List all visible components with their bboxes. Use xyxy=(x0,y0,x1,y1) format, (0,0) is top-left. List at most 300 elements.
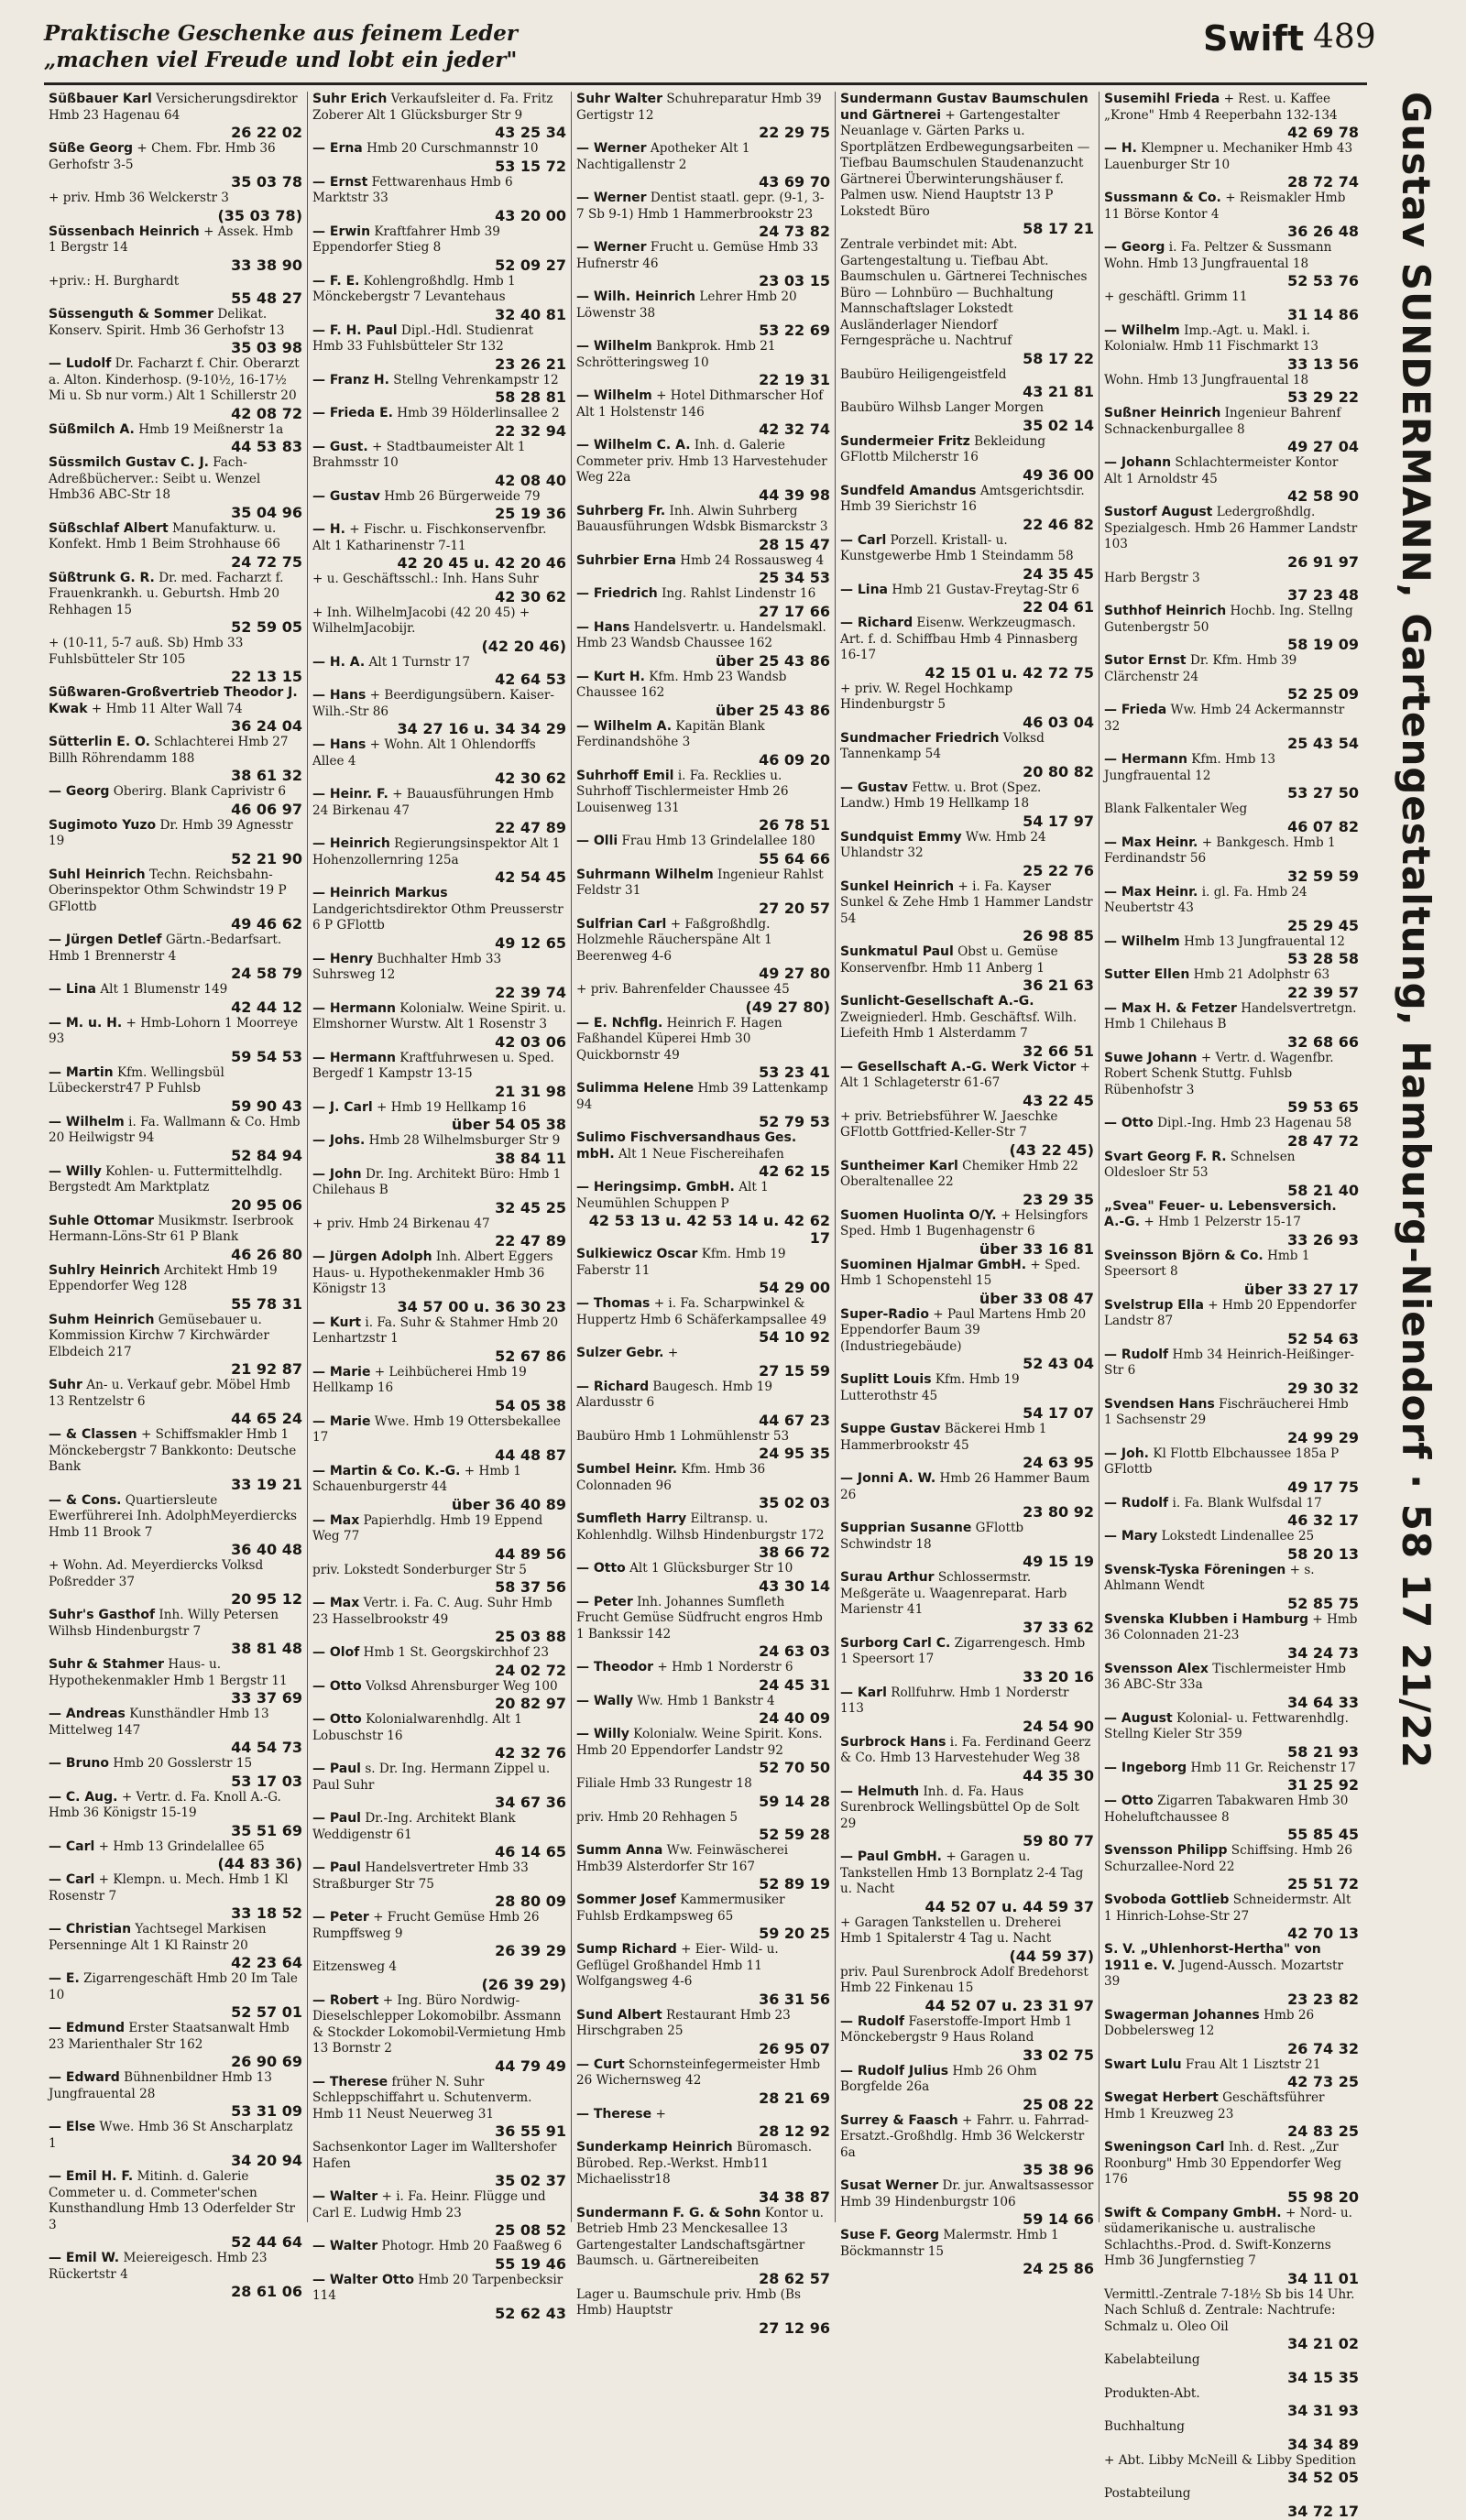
entry-phone-number: 20 95 12 xyxy=(231,1590,302,1608)
entry-detail: Buchhaltung xyxy=(1104,2419,1185,2434)
entry-name: — August xyxy=(1104,1710,1173,1726)
entry-phone-number: 42 53 13 u. 42 53 14 u. 42 62 17 xyxy=(588,1212,830,1247)
entry-name: — Therese xyxy=(576,2106,652,2122)
entry-name: Suhr Erich xyxy=(312,92,388,106)
entry-detail: Hmb 1 Speersort 8 xyxy=(1104,1248,1310,1279)
entry-detail: Inh. Johannes Sumfleth Frucht Gemüse Südfrucht engros Hmb 1 Bankssir 142 xyxy=(576,1594,823,1642)
directory-entry xyxy=(49,2251,302,2300)
entry-name: Sutter Ellen xyxy=(1104,967,1190,982)
directory-entry xyxy=(576,1296,830,1346)
directory-entry xyxy=(840,944,1094,994)
entry-detail: + Sped. Hmb 1 Schopenstehl 15 xyxy=(840,1257,1081,1288)
entry-detail: + priv. Betriebsführer W. Jaeschke GFlottb Gottfried-Keller-Str 7 xyxy=(840,1108,1058,1140)
entry-name: — Max Heinr. xyxy=(1104,884,1198,900)
entry-phone-number: 42 73 25 xyxy=(1287,2073,1359,2090)
entry-name: Sveinsson Björn & Co. xyxy=(1104,1248,1264,1263)
directory-column xyxy=(572,92,836,2337)
entry-name: Suominen Hjalmar GmbH. xyxy=(840,1257,1027,1272)
directory-entry xyxy=(312,323,566,373)
entry-detail: Alt 1 Turnstr 17 xyxy=(368,654,471,670)
entry-phone-number: 22 04 61 xyxy=(1023,598,1094,616)
entry-phone-number: 28 80 09 xyxy=(495,1893,566,1910)
entry-detail: + Inh. WilhelmJacobi (42 20 45) + WilhelmJacobijr. xyxy=(312,605,531,636)
entry-detail: Ww. Hmb 1 Bankstr 4 xyxy=(637,1693,775,1708)
directory-entry xyxy=(840,2014,1094,2064)
entry-phone-number: (49 27 80) xyxy=(745,998,830,1016)
entry-detail: Gärtn.-Bedarfsart. Hmb 1 Brennerstr 4 xyxy=(49,933,282,964)
entry-phone-number: 23 29 35 xyxy=(1023,1190,1094,1208)
entry-detail: Kfm. Hmb 23 Wandsb Chaussee 162 xyxy=(576,669,787,700)
entry-name: — Frieda xyxy=(1104,703,1167,717)
entry-phone-number: 38 81 48 xyxy=(231,1640,302,1657)
entry-phone-number: 24 73 82 xyxy=(759,223,830,240)
entry-phone-number: 20 82 97 xyxy=(495,1695,566,1712)
entry-phone-number: 52 21 90 xyxy=(231,849,302,867)
entry-phone-number: 20 80 82 xyxy=(1023,762,1094,780)
entry-name: Svenska Klubben i Hamburg xyxy=(1104,1611,1308,1627)
directory-entry xyxy=(49,1313,302,1379)
entry-phone-number: 24 63 03 xyxy=(759,1642,830,1660)
entry-phone-number: 36 24 04 xyxy=(231,717,302,735)
entry-phone-number: 43 69 70 xyxy=(759,173,830,191)
entry-name: Suhr & Stahmer xyxy=(49,1657,165,1672)
entry-phone-number: 58 37 56 xyxy=(495,1578,566,1596)
directory-entry xyxy=(1104,191,1359,240)
entry-phone-number: 33 02 75 xyxy=(1023,2045,1094,2064)
entry-detail: Zigarren Tabakwaren Hmb 30 Hoheluftchaussee 8 xyxy=(1104,1794,1349,1825)
entry-name: — J. Carl xyxy=(312,1099,373,1115)
directory-entry xyxy=(49,2021,302,2070)
entry-detail: Büromasch. Bürobed. Rep.-Werkst. Hmb11 Michaelisstr18 xyxy=(576,2140,813,2187)
entry-phone-number: 54 17 97 xyxy=(1023,812,1094,830)
directory-entry xyxy=(312,1712,566,1762)
entry-name: — Johs. xyxy=(312,1133,366,1148)
directory-entry xyxy=(49,2169,302,2251)
entry-phone-number: 22 39 74 xyxy=(495,983,566,1001)
directory-entry xyxy=(1104,967,1359,1001)
entry-detail: + Beerdigungsübern. Kaiser-Wilh.-Str 86 xyxy=(312,688,555,719)
entry-name: — Walter xyxy=(312,2239,378,2253)
entry-detail: Hmb 1 St. Georgskirchhof 23 xyxy=(363,1645,550,1660)
entry-phone-number: 24 63 95 xyxy=(1023,1454,1094,1471)
directory-entry xyxy=(49,224,302,274)
entry-detail: An- u. Verkauf gebr. Möbel Hmb 13 Rentzelstr 6 xyxy=(49,1378,290,1409)
entry-phone-number: 52 59 28 xyxy=(759,1826,830,1843)
entry-name: — Otto xyxy=(576,1561,626,1576)
entry-phone-number: 53 23 41 xyxy=(759,1064,830,1081)
entry-detail: + Hmb 1 Norderstr 6 xyxy=(657,1660,793,1675)
entry-name: — Gesellschaft A.-G. Werk Victor xyxy=(840,1059,1077,1075)
directory-entry xyxy=(1104,240,1359,289)
entry-phone-number: 24 35 45 xyxy=(1023,564,1094,583)
entry-name: Suse F. Georg xyxy=(840,2228,939,2242)
entry-phone-number: 34 57 00 u. 36 30 23 xyxy=(397,1297,566,1315)
entry-phone-number: 24 02 72 xyxy=(495,1661,566,1679)
entry-detail: Dr. Hmb 39 Agnesstr 19 xyxy=(49,817,293,848)
entry-phone-number: 37 23 48 xyxy=(1287,586,1359,604)
directory-entry xyxy=(576,1180,830,1247)
directory-entry xyxy=(1104,1942,1359,2008)
entry-phone-number: 32 66 51 xyxy=(1023,1042,1094,1060)
entry-detail: Kfm. Wellingsbül Lübeckerstr47 P Fuhlsb xyxy=(49,1064,224,1096)
directory-entry xyxy=(576,1810,830,1844)
entry-detail: Ww. Hmb 24 Ackermannstr 32 xyxy=(1104,703,1345,734)
entry-name: Sundfeld Amandus xyxy=(840,483,977,498)
entry-detail: Schneidermstr. Alt 1 Hinrich-Lohse-Str 27 xyxy=(1104,1893,1351,1924)
entry-phone-number: 42 70 13 xyxy=(1287,1925,1359,1942)
entry-detail: Hmb 39 Lattenkamp 94 xyxy=(576,1081,828,1112)
entry-phone-number: 24 45 31 xyxy=(759,1675,830,1694)
entry-detail: Oberirg. Blank Caprivistr 6 xyxy=(113,784,287,799)
entry-phone-number: 52 85 75 xyxy=(1287,1594,1359,1612)
directory-entry xyxy=(312,2075,566,2141)
entry-name: Sunkel Heinrich xyxy=(840,878,955,894)
entry-name: Sundquist Emmy xyxy=(840,829,962,845)
entry-detail: + Wohn. Alt 1 Ohlendorffs Allee 4 xyxy=(312,737,536,769)
entry-phone-number: (26 39 29) xyxy=(481,1975,566,1993)
directory-entry xyxy=(312,224,566,274)
entry-phone-number: 42 15 01 u. 42 72 75 xyxy=(924,663,1094,682)
directory-entry xyxy=(576,553,830,587)
entry-detail: + Schiffsmakler Hmb 1 Mönckebergstr 7 Bankkonto: Deutsche Bank xyxy=(49,1427,297,1474)
directory-entry xyxy=(312,1133,566,1167)
directory-entry xyxy=(1104,1249,1359,1298)
entry-detail: priv. Lokstedt Sonderburger Str 5 xyxy=(312,1562,527,1577)
directory-entry xyxy=(49,1657,302,1707)
entry-detail: Stellng Vehrenkampstr 12 xyxy=(393,372,559,387)
directory-entry xyxy=(312,787,566,836)
directory-entry xyxy=(576,1893,830,1942)
entry-detail: + Garagen Tankstellen u. Dreherei Hmb 1 Spitalerstr 4 Tag u. Nacht xyxy=(840,1915,1062,1946)
entry-name: Suhrmann Wilhelm xyxy=(576,867,714,882)
entry-name: — Otto xyxy=(1104,1116,1154,1130)
entry-phone-number: 44 39 98 xyxy=(759,485,830,504)
directory-entry xyxy=(1104,1711,1359,1761)
entry-detail: + priv. Hmb 24 Birkenau 47 xyxy=(312,1216,490,1231)
directory-entry xyxy=(1104,323,1359,373)
entry-detail: Delikat. Konserv. Spirit. Hmb 36 Gerhofstr 13 xyxy=(49,307,285,338)
entry-detail: + Helsingfors Sped. Hmb 1 Bugenhagenstr 6 xyxy=(840,1207,1089,1238)
entry-name: Suomen Huolinta O/Y. xyxy=(840,1207,997,1223)
entry-phone-number: 35 38 96 xyxy=(1023,2161,1094,2178)
entry-name: Swagerman Johannes xyxy=(1104,2007,1260,2023)
directory-entry xyxy=(1104,1496,1359,1530)
entry-name: Susemihl Frieda xyxy=(1104,92,1220,106)
entry-phone-number: 58 17 21 xyxy=(1023,220,1094,237)
entry-detail: s. Dr. Ing. Hermann Zippel u. Paul Suhr xyxy=(312,1762,551,1793)
entry-detail: + Alt 1 Schlageterstr 61-67 xyxy=(840,1059,1091,1090)
directory-entry xyxy=(1104,1794,1359,1843)
directory-entry xyxy=(576,1694,830,1728)
entry-name: Svensk-Tyska Föreningen xyxy=(1104,1562,1286,1577)
directory-entry xyxy=(312,2273,566,2322)
entry-name: Sommer Josef xyxy=(576,1893,676,1907)
entry-phone-number: 53 28 58 xyxy=(1287,950,1359,967)
entry-phone-number: 38 61 32 xyxy=(231,767,302,784)
entry-name: — Erna xyxy=(312,141,363,156)
entry-phone-number: 58 28 81 xyxy=(495,388,566,406)
entry-detail: Filiale Hmb 33 Rungestr 18 xyxy=(576,1776,752,1791)
entry-phone-number: 26 22 02 xyxy=(231,124,302,141)
directory-entry xyxy=(1104,571,1359,605)
directory-column xyxy=(1100,92,1363,2520)
entry-detail: Kraftfuhrwesen u. Sped. Bergedf 1 Kampstr 13-15 xyxy=(312,1050,554,1081)
entry-phone-number: 34 20 94 xyxy=(231,2152,302,2169)
entry-detail: Baugesch. Hmb 19 Alardusstr 6 xyxy=(576,1379,773,1410)
entry-detail: Handelsvertretgn. Hmb 1 Chilehaus B xyxy=(1104,1000,1357,1031)
slogan-line-1: Praktische Geschenke aus feinem Leder xyxy=(44,21,518,46)
entry-name: Suhrhoff Emil xyxy=(576,768,674,783)
entry-phone-number: 52 53 76 xyxy=(1287,272,1359,289)
entry-detail: Ww. Feinwäscherei Hmb39 Alsterdorfer Str 167 xyxy=(576,1843,789,1874)
entry-phone-number: 42 54 45 xyxy=(495,868,566,886)
entry-name: — Wilhelm xyxy=(49,1114,125,1129)
entry-phone-number: 36 26 48 xyxy=(1287,223,1359,240)
entry-phone-number: über 33 27 17 xyxy=(1243,1280,1359,1298)
directory-entry xyxy=(49,636,302,685)
entry-detail: Versicherungsdirektor Hmb 23 Hagenau 64 xyxy=(49,92,298,123)
entry-detail: Lokstedt Lindenallee 25 xyxy=(1161,1529,1315,1544)
entry-detail: + Nord- u. südamerikanische u. australische Schlachths.-Prod. d. Swift-Konzerns Hmb 36 Jungfernstieg 7 xyxy=(1104,2205,1352,2268)
entry-phone-number: 44 67 23 xyxy=(759,1411,830,1429)
entry-name: — Peter xyxy=(576,1594,633,1609)
entry-detail: früher N. Suhr Schleppschiffahrt u. Schutenverm. Hmb 11 Neust Neuerweg 31 xyxy=(312,2074,532,2122)
directory-entry xyxy=(576,1511,830,1561)
directory-entry xyxy=(576,2206,830,2287)
entry-name: Sumfleth Harry xyxy=(576,1511,687,1526)
entry-name: Sustorf August xyxy=(1104,505,1213,519)
directory-entry xyxy=(576,620,830,670)
entry-phone-number: 32 45 25 xyxy=(495,1198,566,1216)
entry-name: Sunderkamp Heinrich xyxy=(576,2140,733,2155)
entry-phone-number: 28 12 92 xyxy=(759,2122,830,2140)
directory-entry xyxy=(576,1561,830,1595)
entry-phone-number: 21 31 98 xyxy=(495,1082,566,1100)
directory-entry xyxy=(576,1380,830,1429)
entry-name: Suhrberg Fr. xyxy=(576,503,666,518)
entry-detail: Ingenieur Bahrenf Schnackenburgallee 8 xyxy=(1104,406,1341,437)
entry-name: — Rudolf xyxy=(840,2013,905,2029)
entry-name: — Werner xyxy=(576,240,647,255)
directory-entry xyxy=(1104,2140,1359,2206)
directory-entry xyxy=(312,836,566,886)
entry-name: — Carl xyxy=(49,1872,95,1887)
directory-entry xyxy=(1104,802,1359,835)
entry-phone-number: 31 14 86 xyxy=(1287,305,1359,323)
entry-name: — E. Nchflg. xyxy=(576,1015,663,1031)
entry-name: — Max H. & Fetzer xyxy=(1104,1000,1237,1016)
directory-entry xyxy=(49,356,302,422)
directory-entry xyxy=(576,1081,830,1130)
entry-phone-number: 22 19 31 xyxy=(759,371,830,388)
entry-name: Surborg Carl C. xyxy=(840,1635,951,1651)
entry-name: — Olof xyxy=(312,1645,360,1660)
entry-phone-number: 28 61 06 xyxy=(231,2283,302,2300)
entry-detail: Kohlen- u. Futtermittelhdlg. Bergstedt Am Marktplatz xyxy=(49,1163,283,1195)
entry-detail: Kolonialw. Weine Spirit. u. Elmshorner Wurstw. Alt 1 Rosenstr 3 xyxy=(312,1000,566,1031)
directory-entry xyxy=(576,2008,830,2057)
entry-phone-number: 44 52 07 u. 44 59 37 xyxy=(924,1897,1094,1915)
entry-phone-number: 52 62 43 xyxy=(495,2304,566,2322)
entry-detail: + Hotel Dithmarscher Hof Alt 1 Holstenstr 146 xyxy=(576,388,824,420)
entry-detail: + Hmb 11 Alter Wall 74 xyxy=(91,701,243,716)
directory-entry xyxy=(576,1346,830,1380)
entry-detail: Kapitän Blank Ferdinandshöhe 3 xyxy=(576,718,765,749)
entry-name: — Hermann xyxy=(312,1050,396,1065)
entry-detail: Alt 1 Blumenstr 149 xyxy=(100,982,228,997)
entry-detail: + Gartengestalter Neuanlage v. Gärten Parks u. Sportplätzen Erdbewegungsarbeiten — Tiefbau Baumschulen Staudenanzucht Gärtnerei Überwinterungshäuser f. Palmen usw. Niend Hauptstr 13 P Lokstedt Büro xyxy=(840,107,1090,219)
directory-entry xyxy=(1104,2386,1359,2420)
entry-name: — Christian xyxy=(49,1922,132,1936)
directory-entry xyxy=(1104,92,1359,141)
entry-detail: Alt 1 Glücksburger Str 10 xyxy=(629,1561,793,1576)
directory-entry xyxy=(840,583,1094,616)
directory-entry xyxy=(840,1422,1094,1471)
entry-detail: Hmb 26 Hammer Baum 26 xyxy=(840,1471,1090,1502)
entry-detail: + Assek. Hmb 1 Bergstr 14 xyxy=(49,224,293,255)
directory-entry xyxy=(49,92,302,141)
entry-name: — Edward xyxy=(49,2070,120,2085)
directory-entry xyxy=(49,274,302,308)
directory-entry xyxy=(1104,752,1359,802)
directory-entry xyxy=(312,572,566,605)
entry-phone-number: (42 20 46) xyxy=(481,637,566,655)
entry-phone-number: 26 90 69 xyxy=(231,2053,302,2070)
directory-entry xyxy=(312,1811,566,1860)
entry-name: — Henry xyxy=(312,951,374,966)
entry-phone-number: 26 78 51 xyxy=(759,816,830,834)
entry-name: — Kurt xyxy=(312,1315,362,1330)
entry-detail: Manufakturw. u. Konfekt. Hmb 1 Beim Strohhause 66 xyxy=(49,520,280,551)
entry-name: — Max Heinr. xyxy=(1104,835,1198,850)
entry-detail: + priv. Bahrenfelder Chaussee 45 xyxy=(576,982,790,997)
directory-entry xyxy=(840,1849,1094,1915)
entry-phone-number: 42 30 62 xyxy=(495,587,566,605)
entry-detail: Buchhalter Hmb 33 Suhrsweg 12 xyxy=(312,951,502,982)
entry-phone-number: 55 64 66 xyxy=(759,849,830,867)
entry-phone-number: 33 19 21 xyxy=(231,1475,302,1493)
entry-detail: Fettw. u. Brot (Spez. Landw.) Hmb 19 Hellkamp 18 xyxy=(840,780,1042,811)
entry-name: Süßtrunk G. R. xyxy=(49,570,155,585)
directory-entry xyxy=(312,1993,566,2075)
directory-entry xyxy=(49,1016,302,1065)
directory-entry xyxy=(840,1521,1094,1570)
entry-name: Sulzer Gebr. xyxy=(576,1346,664,1360)
entry-name: Sulkiewicz Oscar xyxy=(576,1247,698,1261)
directory-entry xyxy=(576,438,830,504)
directory-entry xyxy=(1104,1563,1359,1612)
entry-phone-number: über 33 08 47 xyxy=(979,1289,1094,1307)
entry-phone-number: 58 20 13 xyxy=(1287,1544,1359,1563)
entry-name: — C. Aug. xyxy=(49,1789,118,1805)
entry-phone-number: 35 02 03 xyxy=(759,1494,830,1511)
entry-phone-number: 43 22 45 xyxy=(1023,1091,1094,1109)
entry-phone-number: 53 17 03 xyxy=(231,1772,302,1790)
entry-detail: Wwe. Hmb 19 Ottersbekallee 17 xyxy=(312,1413,561,1445)
entry-phone-number: 55 98 20 xyxy=(1287,2187,1359,2206)
entry-phone-number: 55 48 27 xyxy=(231,289,302,307)
entry-detail: + geschäftl. Grimm 11 xyxy=(1104,289,1248,304)
directory-entry xyxy=(312,1249,566,1315)
entry-name: — Johann xyxy=(1104,455,1172,470)
entry-phone-number: 44 53 83 xyxy=(231,438,302,455)
entry-phone-number: 59 80 77 xyxy=(1023,1832,1094,1849)
directory-entry xyxy=(840,879,1094,945)
entry-phone-number: 59 20 25 xyxy=(759,1925,830,1942)
entry-detail: Schiffsing. Hmb 26 Schurzallee-Nord 22 xyxy=(1104,1843,1352,1874)
entry-phone-number: 44 79 49 xyxy=(495,2056,566,2075)
entry-name: Svoboda Gottlieb xyxy=(1104,1893,1230,1907)
entry-detail: Jugend-Aussch. Mozartstr 39 xyxy=(1104,1958,1344,1989)
entry-phone-number: 53 22 69 xyxy=(759,322,830,339)
entry-name: — Paul GmbH. xyxy=(840,1849,942,1864)
entry-name: — Wilhelm C. A. xyxy=(576,438,691,453)
entry-name: Süßbauer Karl xyxy=(49,92,152,106)
entry-name: — Wilh. Heinrich xyxy=(576,289,696,304)
entry-detail: Zweigniederl. Hmb. Geschäftsf. Wilh. Liefeith Hmb 1 Alsterdamm 7 xyxy=(840,1009,1078,1041)
entry-detail: + Wohn. Ad. Meyerdiercks Volksd Poßredder 37 xyxy=(49,1558,264,1589)
entry-name: — Friedrich xyxy=(576,586,658,601)
entry-detail: + Bankgesch. Hmb 1 Ferdinandstr 56 xyxy=(1104,835,1336,866)
directory-entry xyxy=(312,1959,566,1993)
entry-phone-number: 26 98 85 xyxy=(1023,927,1094,944)
directory-entry xyxy=(1104,1529,1359,1563)
entry-detail: + Hmb-Lohorn 1 Moorreye 93 xyxy=(49,1015,299,1046)
entry-phone-number: 22 32 94 xyxy=(495,421,566,440)
directory-entry xyxy=(1104,1662,1359,1711)
entry-detail: Dr.-Ing. Architekt Blank Weddigenstr 61 xyxy=(312,1811,516,1842)
entry-phone-number: 34 67 36 xyxy=(495,1794,566,1811)
entry-detail: Kl Flottb Elbchaussee 185a P GFlottb xyxy=(1104,1445,1340,1477)
entry-phone-number: 49 36 00 xyxy=(1023,465,1094,484)
directory-entry xyxy=(576,2107,830,2141)
entry-detail: Eiltransp. u. Kohlenhdlg. Wilhsb Hindenburgstr 172 xyxy=(576,1511,825,1543)
entry-detail: + Fischr. u. Fischkonservenfbr. Alt 1 Katharinenstr 7-11 xyxy=(312,522,547,553)
entry-detail: Volksd Tannenkamp 54 xyxy=(840,730,1045,761)
entry-detail: Obst u. Gemüse Konservenfbr. Hmb 11 Anberg 1 xyxy=(840,944,1058,976)
entry-detail: Eisenw. Werkzeugmasch. Art. f. d. Schiffbau Hmb 4 Pinnasberg 16-17 xyxy=(840,616,1078,662)
entry-name: — Hermann xyxy=(1104,752,1187,767)
entry-phone-number: 24 25 86 xyxy=(1023,2260,1094,2277)
entry-detail: Eitzensweg 4 xyxy=(312,1959,398,1974)
entry-name: — Otto xyxy=(312,1678,362,1694)
directory-entry xyxy=(312,1910,566,1959)
entry-phone-number: 35 02 37 xyxy=(495,2172,566,2189)
entry-detail: + i. Fa. Heinr. Flügge und Carl E. Ludwig Hmb 23 xyxy=(312,2189,546,2220)
entry-detail: Fettwarenhaus Hmb 6 Marktstr 33 xyxy=(312,174,513,205)
entry-phone-number: 34 15 35 xyxy=(1287,2368,1359,2386)
entry-phone-number: 44 54 73 xyxy=(231,1739,302,1756)
entry-phone-number: 24 83 25 xyxy=(1287,2122,1359,2140)
directory-columns xyxy=(44,92,1367,2520)
entry-phone-number: 53 29 22 xyxy=(1287,388,1359,406)
entry-detail: Hmb 20 Gosslerstr 15 xyxy=(113,1756,253,1771)
entry-detail: Kammermusiker Fuhlsb Erdkampsweg 65 xyxy=(576,1893,785,1924)
entry-name: „Svea" Feuer- u. Lebensversich. A.-G. xyxy=(1104,1198,1337,1229)
directory-entry xyxy=(840,682,1094,731)
directory-column xyxy=(836,92,1100,2277)
entry-name: — Martin & Co. K.-G. xyxy=(312,1463,461,1478)
directory-entry xyxy=(1104,1150,1359,1199)
entry-detail: + Ing. Büro Nordwig-Dieselschlepper Lokomobilbr. Assmann & Stockder Lokomobil-Vermietung Hmb 13 Bornstr 2 xyxy=(312,1992,566,2056)
entry-phone-number: 42 03 06 xyxy=(495,1032,566,1051)
side-advertisement-text: Gustav SUNDERMANN, Gartengestaltung, Hamburg-Niendorf · 58 17 21/22 xyxy=(1394,92,1439,1770)
entry-detail: Bekleidung GFlottb Milcherstr 16 xyxy=(840,433,1046,464)
directory-entry xyxy=(840,367,1094,401)
directory-entry xyxy=(49,818,302,867)
directory-entry xyxy=(576,2287,830,2337)
entry-phone-number: 35 03 98 xyxy=(231,339,302,356)
